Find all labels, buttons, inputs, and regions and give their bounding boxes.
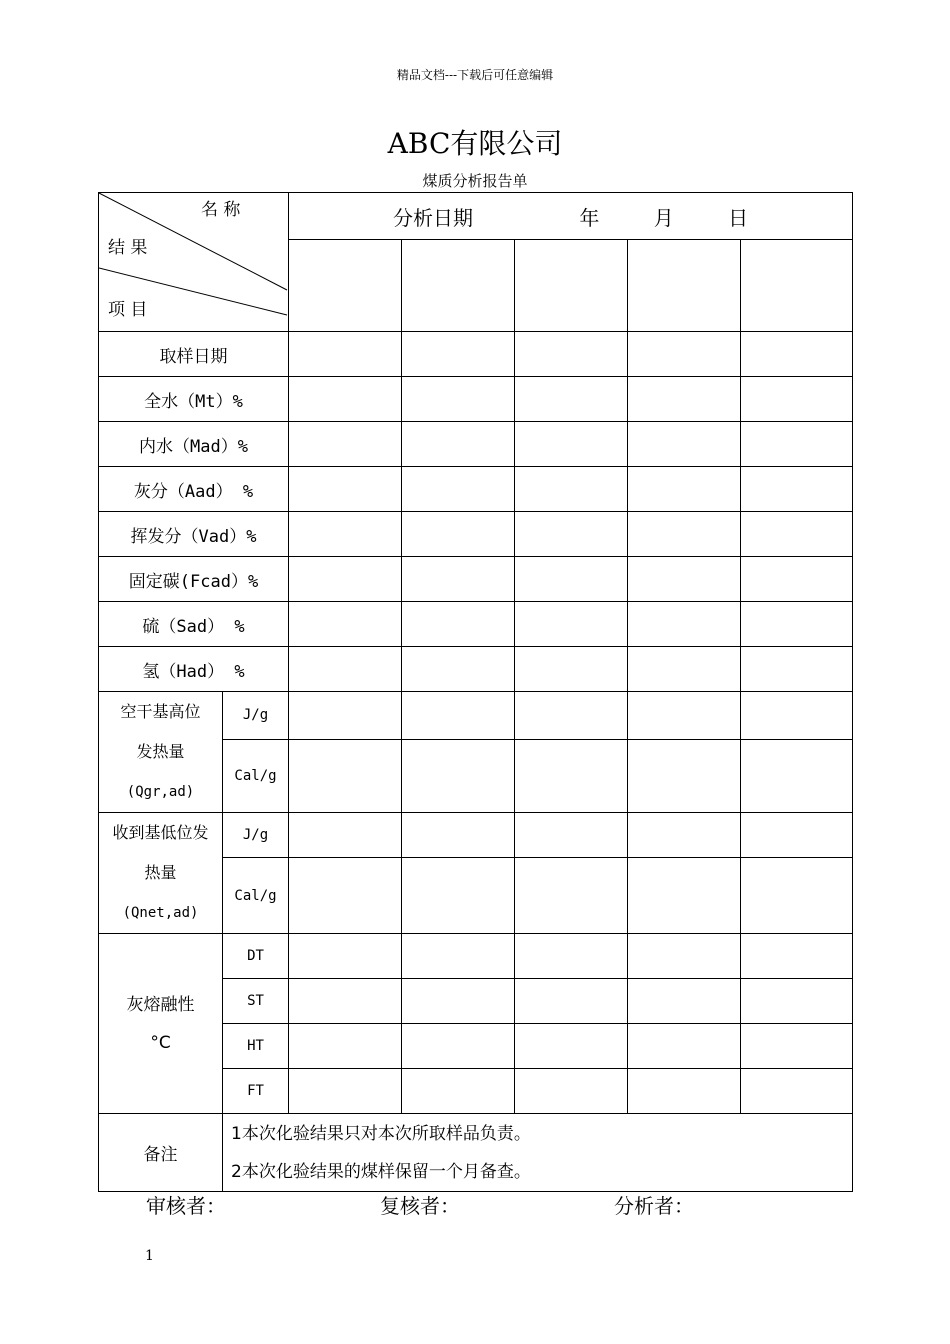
value-cell[interactable]: [515, 1024, 628, 1069]
row-label-ash: 灰分（Aad） %: [99, 467, 289, 512]
value-cell[interactable]: [741, 422, 853, 467]
value-cell[interactable]: [741, 332, 853, 377]
value-cell[interactable]: [289, 1069, 402, 1114]
value-cell[interactable]: [628, 813, 741, 858]
remarks-content: [223, 1114, 853, 1192]
gross-line1: 空干基高位: [120, 702, 201, 721]
value-cell[interactable]: [289, 422, 402, 467]
row-label-gross-calorific: [99, 692, 223, 813]
analysis-date-label: 分析日期: [392, 205, 473, 230]
value-cell[interactable]: [741, 1024, 853, 1069]
value-cell[interactable]: [628, 739, 741, 812]
corner-item-label: 项 目: [108, 300, 148, 320]
date-cell[interactable]: [628, 240, 741, 332]
value-cell[interactable]: [741, 377, 853, 422]
unit-calg: Cal/g: [223, 739, 289, 812]
analysis-date-header: [289, 193, 853, 240]
value-cell[interactable]: [515, 332, 628, 377]
net-line2: 热量: [144, 863, 177, 882]
remarks-note-1: 1本次化验结果只对本次所取样品负责。: [231, 1123, 531, 1144]
value-cell[interactable]: [741, 934, 853, 979]
value-cell[interactable]: [741, 813, 853, 858]
row-label-fixed-carbon: 固定碳(Fcad）%: [99, 557, 289, 602]
date-cell[interactable]: [402, 240, 515, 332]
value-cell[interactable]: [515, 813, 628, 858]
net-line3: (Qnet,ad): [122, 905, 199, 921]
value-cell[interactable]: [402, 979, 515, 1024]
value-cell[interactable]: [289, 858, 402, 934]
reviewer-label: 审核者：: [146, 1194, 226, 1218]
value-cell[interactable]: [628, 377, 741, 422]
value-cell[interactable]: [628, 979, 741, 1024]
value-cell[interactable]: [515, 512, 628, 557]
value-cell[interactable]: [741, 557, 853, 602]
company-title: ABC有限公司: [387, 127, 563, 160]
row-label-hydrogen: 氢（Had） %: [99, 647, 289, 692]
value-cell[interactable]: [515, 979, 628, 1024]
value-cell[interactable]: [628, 1024, 741, 1069]
value-cell[interactable]: [402, 934, 515, 979]
header-corner-cell: [99, 193, 289, 332]
value-cell[interactable]: [515, 602, 628, 647]
date-cell[interactable]: [741, 240, 853, 332]
row-label-sulfur: 硫（Sad） %: [99, 602, 289, 647]
value-cell[interactable]: [289, 557, 402, 602]
value-cell[interactable]: [402, 813, 515, 858]
value-cell[interactable]: [628, 602, 741, 647]
value-cell[interactable]: [402, 692, 515, 740]
value-cell[interactable]: [402, 858, 515, 934]
remarks-note-2: 2本次化验结果的煤样保留一个月备查。: [231, 1161, 531, 1182]
value-cell[interactable]: [628, 647, 741, 692]
value-cell[interactable]: [741, 647, 853, 692]
value-cell[interactable]: [628, 467, 741, 512]
value-cell[interactable]: [515, 557, 628, 602]
date-cell[interactable]: [515, 240, 628, 332]
month-label: 月: [653, 205, 674, 230]
value-cell[interactable]: [402, 647, 515, 692]
value-cell[interactable]: [402, 422, 515, 467]
rechecker-label: 复核者：: [380, 1194, 460, 1218]
value-cell[interactable]: [741, 858, 853, 934]
unit-ft: FT: [223, 1069, 289, 1114]
value-cell[interactable]: [741, 979, 853, 1024]
analyst-label: 分析者：: [614, 1194, 694, 1218]
value-cell[interactable]: [402, 1069, 515, 1114]
row-label-volatile: 挥发分（Vad）%: [99, 512, 289, 557]
value-cell[interactable]: [289, 934, 402, 979]
row-label-inherent-moisture: 内水（Mad）%: [99, 422, 289, 467]
value-cell[interactable]: [289, 467, 402, 512]
unit-calg: Cal/g: [223, 858, 289, 934]
watermark-text: 精品文档---下载后可任意编辑: [396, 68, 554, 82]
value-cell[interactable]: [741, 602, 853, 647]
value-cell[interactable]: [515, 422, 628, 467]
value-cell[interactable]: [741, 467, 853, 512]
year-label: 年: [579, 205, 600, 230]
row-label-ash-fusibility: [99, 934, 223, 1114]
fusion-line1: 灰熔融性: [126, 994, 195, 1015]
value-cell[interactable]: [289, 692, 402, 740]
value-cell[interactable]: [289, 1024, 402, 1069]
value-cell[interactable]: [515, 739, 628, 812]
value-cell[interactable]: [289, 813, 402, 858]
value-cell[interactable]: [515, 467, 628, 512]
row-label-net-calorific: [99, 813, 223, 934]
unit-st: ST: [223, 979, 289, 1024]
corner-name-label: 名 称: [201, 200, 241, 220]
unit-jg: J/g: [223, 813, 289, 858]
value-cell[interactable]: [402, 739, 515, 812]
value-cell[interactable]: [402, 467, 515, 512]
gross-line3: (Qgr,ad): [126, 784, 195, 800]
value-cell[interactable]: [515, 647, 628, 692]
value-cell[interactable]: [628, 692, 741, 740]
corner-result-label: 结 果: [108, 238, 148, 258]
analysis-report-table: [98, 192, 853, 1192]
value-cell[interactable]: [628, 1069, 741, 1114]
page-number: 1: [145, 1248, 154, 1264]
value-cell[interactable]: [741, 1069, 853, 1114]
value-cell[interactable]: [289, 332, 402, 377]
value-cell[interactable]: [402, 512, 515, 557]
value-cell[interactable]: [628, 934, 741, 979]
value-cell[interactable]: [289, 979, 402, 1024]
value-cell[interactable]: [289, 602, 402, 647]
value-cell[interactable]: [741, 692, 853, 740]
value-cell[interactable]: [289, 647, 402, 692]
value-cell[interactable]: [628, 512, 741, 557]
value-cell[interactable]: [402, 557, 515, 602]
value-cell[interactable]: [402, 332, 515, 377]
value-cell[interactable]: [289, 739, 402, 812]
fusion-line2: °C: [150, 1032, 171, 1053]
value-cell[interactable]: [515, 934, 628, 979]
value-cell[interactable]: [628, 422, 741, 467]
value-cell[interactable]: [515, 692, 628, 740]
value-cell[interactable]: [402, 377, 515, 422]
day-label: 日: [728, 205, 749, 230]
row-label-total-moisture: 全水（Mt）%: [99, 377, 289, 422]
value-cell[interactable]: [289, 377, 402, 422]
value-cell[interactable]: [402, 602, 515, 647]
net-line1: 收到基低位发: [112, 823, 209, 842]
remarks-label: 备注: [99, 1114, 223, 1192]
date-cell[interactable]: [289, 240, 402, 332]
value-cell[interactable]: [741, 512, 853, 557]
report-subtitle: 煤质分析报告单: [422, 172, 528, 190]
value-cell[interactable]: [515, 858, 628, 934]
value-cell[interactable]: [741, 739, 853, 812]
unit-dt: DT: [223, 934, 289, 979]
value-cell[interactable]: [628, 858, 741, 934]
gross-line2: 发热量: [136, 742, 185, 761]
value-cell[interactable]: [515, 1069, 628, 1114]
value-cell[interactable]: [628, 557, 741, 602]
row-label-sample-date: 取样日期: [99, 332, 289, 377]
value-cell[interactable]: [515, 377, 628, 422]
value-cell[interactable]: [402, 1024, 515, 1069]
value-cell[interactable]: [289, 512, 402, 557]
value-cell[interactable]: [628, 332, 741, 377]
unit-ht: HT: [223, 1024, 289, 1069]
unit-jg: J/g: [223, 692, 289, 740]
